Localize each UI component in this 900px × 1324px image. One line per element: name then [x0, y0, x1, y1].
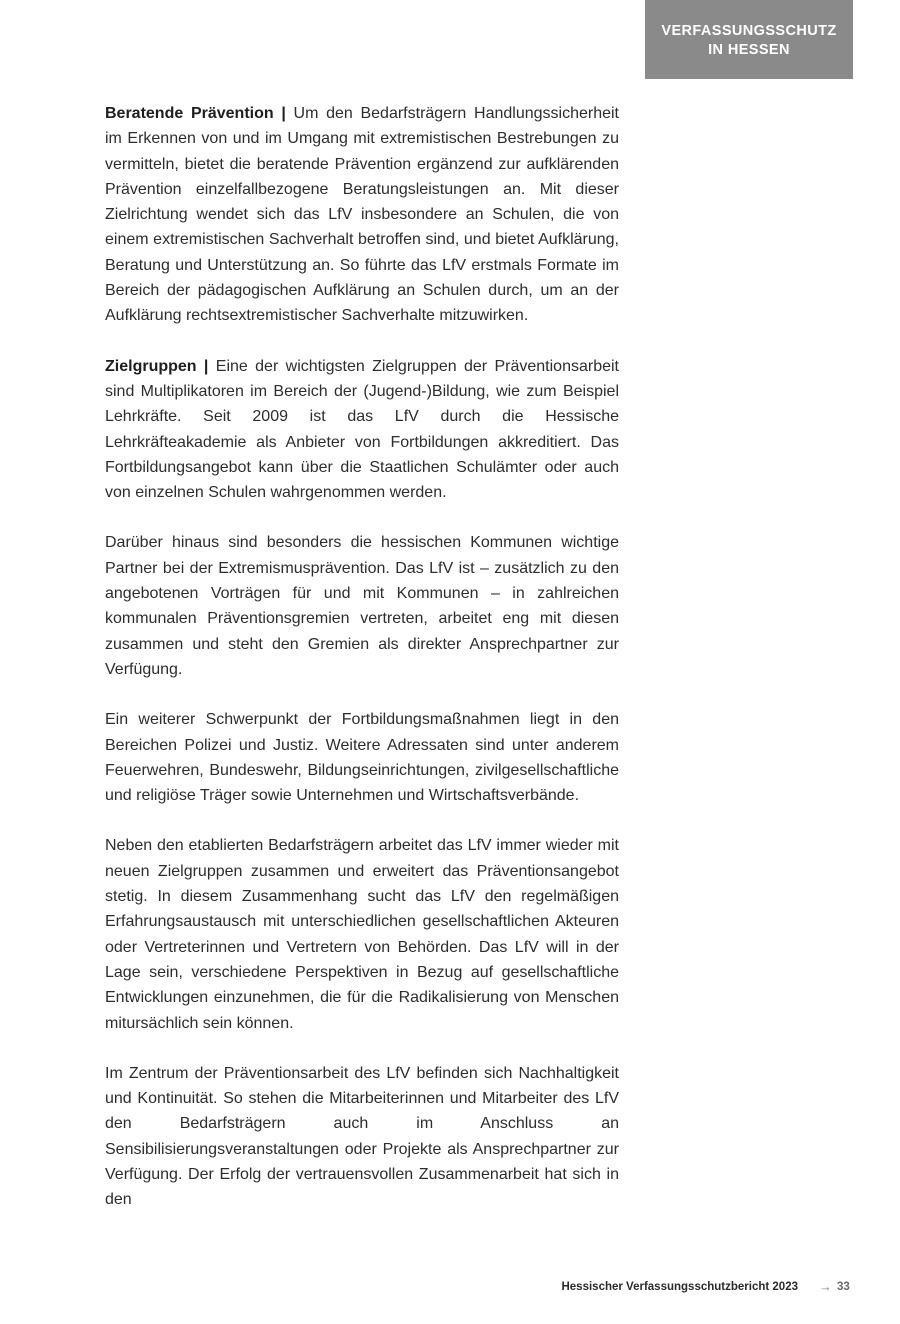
- paragraph-text: Ein weiterer Schwerpunkt der Fortbildungsmaßnahmen liegt in den Bereichen Polizei und Justiz. Weitere Adressaten sind unter anderem Feuerwehren, Bundeswehr, Bildungseinrichtungen, zivilgesellschaftliche und religiöse Träger sowie Unternehmen und Wirtschaftsverbände.: [105, 711, 619, 805]
- paragraph-text: Neben den etablierten Bedarfsträgern arbeitet das LfV immer wieder mit neuen Zielgruppen zusammen und erweitert das Präventionsangebot stetig. In diesem Zusammenhang sucht das LfV den regelmäßigen Erfahrungsaustausch mit unterschiedlichen gesellschaftlichen Akteuren oder Vertreterinnen und Vertretern von Behörden. Das LfV will in der Lage sein, verschiedene Perspektiven in Bezug auf gesellschaftliche Entwicklungen einzunehmen, die für die Radikalisierung von Menschen mitursächlich sein können.: [105, 837, 619, 1032]
- paragraph-text: Um den Bedarfsträgern Handlungssicherheit im Erkennen von und im Umgang mit extremistischen Bestrebungen zu vermitteln, bietet die beratende Prävention ergänzend zur aufklärenden Prävention einzelfallbezogene Beratungsleistungen an. Mit dieser Zielrichtung wendet sich das LfV insbesondere an Schulen, die von einem extremistischen Sachverhalt betroffen sind, und bietet Aufklärung, Beratung und Unterstützung an. So führte das LfV erstmals Formate im Bereich der pädagogischen Aufklärung an Schulen durch, um an der Aufklärung rechtsextremistischer Sachverhalte mitzuwirken.: [105, 105, 619, 325]
- section-tab: [645, 0, 853, 79]
- paragraph-text: Darüber hinaus sind besonders die hessischen Kommunen wichtige Partner bei der Extremismusprävention. Das LfV ist – zusätzlich zu den angebotenen Vorträgen für und mit Kommunen – in zahlreichen kommunalen Präventionsgremien vertreten, arbeitet eng mit diesen zusammen und steht den Gremien als direkter Ansprechpartner zur Verfügung.: [105, 534, 619, 678]
- section-tab-line1: VERFASSUNGSSCHUTZ: [661, 22, 837, 39]
- paragraph-polizei-justiz: [105, 707, 619, 808]
- page-number: 33: [837, 1281, 850, 1293]
- paragraph-text: Im Zentrum der Präventionsarbeit des LfV befinden sich Nachhaltigkeit und Kontinuität. So stehen die Mitarbeiterinnen und Mitarbeiter des LfV den Bedarfsträgern auch im Anschluss an Sensibilisierungsveranstaltungen oder Projekte als Ansprechpartner zur Verfügung. Der Erfolg der vertrauensvollen Zusammenarbeit hat sich in den: [105, 1064, 619, 1209]
- paragraph-kommunen: [105, 530, 619, 682]
- page-footer: [0, 1279, 900, 1299]
- paragraph-zielgruppen: [105, 354, 619, 506]
- footer-title: Hessischer Verfassungsschutzbericht 2023: [561, 1281, 798, 1293]
- section-tab-line2: IN HESSEN: [708, 41, 790, 58]
- body-text: [105, 101, 619, 1238]
- paragraph-neue-zielgruppen: [105, 833, 619, 1035]
- paragraph-nachhaltigkeit: [105, 1061, 619, 1213]
- paragraph-lead: Beratende Prävention |: [105, 105, 286, 122]
- paragraph-text: Eine der wichtigsten Zielgruppen der Präventionsarbeit sind Multiplikatoren im Bereich der (Jugend-)Bildung, wie zum Beispiel Lehrkräfte. Seit 2009 ist das LfV durch die Hessische Lehrkräfteakademie als Anbieter von Fortbildungen akkreditiert. Das Fortbildungsangebot kann über die Staatlichen Schulämter oder auch von einzelnen Schulen wahrgenommen werden.: [105, 357, 620, 502]
- paragraph-beratende-praevention: [105, 101, 619, 329]
- paragraph-lead: Zielgruppen |: [105, 357, 209, 375]
- arrow-right-icon: →: [819, 1279, 832, 1294]
